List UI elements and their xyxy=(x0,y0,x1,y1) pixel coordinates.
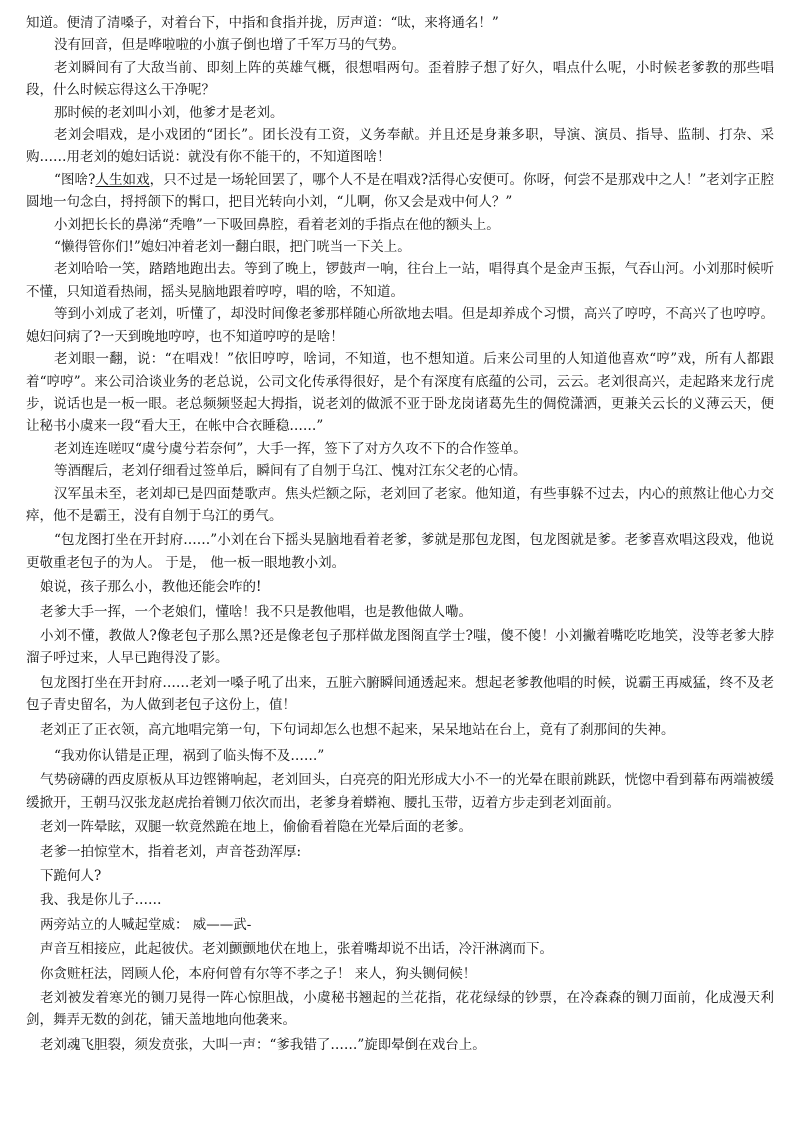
paragraph: 老刘眼一翻，说：“在唱戏！”依旧哼哼，啥词，不知道，也不想知道。后来公司里的人知道他喜欢“哼”戏，所有人都跟着“哼哼”。来公司洽谈业务的老总说，公司文化传承得很好，是个有深度有底蕴的公司，云云。老刘很高兴，走起路来龙行虎步，说话也是一板一眼。老总频频竖起大拇指，说老刘的做派不亚于卧龙岗诸葛先生的倜傥潇洒，更兼关云长的义薄云天，便让秘书小虞来一段“看大王，在帐中合衣睡稳……” xyxy=(26,351,774,435)
paragraph: 娘说，孩子那么小，教他还能会咋的! xyxy=(40,579,262,596)
paragraph: 气势磅礴的西皮原板从耳边铿锵响起，老刘回头，白亮亮的阳光形成大小不一的光晕在眼前跳跃，恍惚中看到幕布两端被缓缓掀开，王朝马汉张龙赵虎抬着铡刀依次而出，老爹身着蟒袍、腰扎玉带，迈着方步走到老刘面前。 xyxy=(26,772,774,811)
paragraph: 等酒醒后，老刘仔细看过签单后，瞬间有了自刎于乌江、愧对江东父老的心情。 xyxy=(54,463,527,480)
paragraph: 老刘被发着寒光的铡刀晃得一阵心惊胆战，小虞秘书翘起的兰花指，花花绿绿的钞票，在冷森森的铡刀面前，化成漫天利剑，舞弄无数的剑花，铺天盖地地向他袭来。 xyxy=(26,990,774,1029)
paragraph: 两旁站立的人喊起堂威： 威——武- xyxy=(40,916,252,933)
paragraph: 声音互相接应，此起彼伏。老刘颤颤地伏在地上，张着嘴却说不出话，冷汗淋漓而下。 xyxy=(40,941,553,958)
underlined-phrase: 人生如戏 xyxy=(95,171,150,188)
paragraph: 等到小刘成了老刘，听懂了，却没时间像老爹那样随心所欲地去唱。但是却养成个习惯，高兴了哼哼，不高兴了也哼哼。媳妇问病了?一天到晚地哼哼，也不知道哼哼的是啥！ xyxy=(26,306,774,345)
paragraph: 汉军虽未至，老刘却已是四面楚歌声。焦头烂额之际，老刘回了老家。他知道，有些事躲不过去，内心的煎熬让他心力交瘁，他不是霸王，没有自刎于乌江的勇气。 xyxy=(26,485,774,524)
paragraph xyxy=(26,169,774,214)
paragraph: 我、我是你儿子…… xyxy=(40,892,162,909)
paragraph: 老刘连连嗟叹“虞兮虞兮若奈何”，大手一挥，签下了对方久攻不下的合作签单。 xyxy=(54,440,527,457)
paragraph: 那时候的老刘叫小刘，他爹才是老刘。 xyxy=(54,104,284,121)
paragraph: 老爹大手一挥，一个老娘们，懂啥！我不只是教他唱，也是教他做人嘞。 xyxy=(40,603,472,620)
paragraph: 老刘一阵晕眩，双腿一软竟然跪在地上，偷偷看着隐在光晕后面的老爹。 xyxy=(40,819,472,836)
article-body xyxy=(26,12,774,1056)
paragraph: 没有回音，但是哗啦啦的小旗子倒也增了千军万马的气势。 xyxy=(54,37,405,54)
paragraph: “我劝你认错是正理，祸到了临头悔不及……” xyxy=(54,748,325,764)
paragraph: 小刘把长长的鼻涕“秃噜”一下吸回鼻腔，看着老刘的手指点在他的额头上。 xyxy=(54,216,500,233)
paragraph: 老刘魂飞胆裂，须发贲张，大叫一声：“爹我错了……”旋即晕倒在戏台上。 xyxy=(40,1036,486,1053)
paragraph: 你贪赃枉法，罔顾人伦，本府何曾有尔等不孝之子！ 来人，狗头铡伺候！ xyxy=(40,965,477,982)
paragraph-text: ，只不过是一场轮回罢了，哪个人不是在唱戏?活得心安便可。你呀，何尝不是那戏中之人！”老刘字正腔圆地一句念白，捋捋颌下的髯口，把目光转向小刘，“儿啊，你又会是戏中何人？” xyxy=(26,171,775,211)
paragraph: 包龙图打坐在开封府……老刘一嗓子吼了出来，五脏六腑瞬间通透起来。想起老爹教他唱的时候，说霸王再威猛，终不及老包子青史留名，为人做到老包子这份上，值！ xyxy=(26,674,774,714)
paragraph: 知道。便清了清嗓子，对着台下，中指和食指并拢，厉声道：“呔，来将通名！” xyxy=(26,15,499,31)
paragraph: 老刘正了正衣领，高亢地唱完第一句，下句词却怎么也想不起来，呆呆地站在台上，竟有了刹那间的失神。 xyxy=(40,721,675,738)
paragraph: “包龙图打坐在开封府……”小刘在台下摇头晃脑地看着老爹，爹就是那包龙图，包龙图就是爹。老爹喜欢唱这段戏，他说更敬重老包子的为人。 于是， 他一板一眼地教小刘。 xyxy=(26,532,774,571)
paragraph: 老爹一拍惊堂木，指着老刘，声音苍劲浑厚: xyxy=(40,843,302,860)
paragraph: 老刘瞬间有了大敌当前、即刻上阵的英雄气概，很想唱两句。歪着脖子想了好久，唱点什么呢，小时候老爹教的那些唱段，什么时候忘得这么干净呢？ xyxy=(26,59,774,99)
paragraph: “懒得管你们!”媳妇冲着老刘一翻白眼，把门咣当一下关上。 xyxy=(54,239,411,256)
paragraph: 老刘哈哈一笑，踏踏地跑出去。等到了晚上，锣鼓声一响，往台上一站，唱得真个是金声玉振，气吞山河。小刘那时候听不懂，只知道看热闹，摇头晃脑地跟着哼哼，唱的啥，不知道。 xyxy=(26,261,774,300)
paragraph: 小刘不懂，教做人?像老包子那么黑?还是像老包子那样做龙图阁直学士?嗤，傻不傻！小刘撇着嘴吃吃地笑，没等老爹大脖溜子呼过来，人早已跑得没了影。 xyxy=(26,627,774,667)
paragraph-text: “图啥? xyxy=(54,171,96,188)
paragraph: 下跪何人? xyxy=(40,868,102,885)
paragraph: 老刘会唱戏，是小戏团的“团长”。团长没有工资，义务奉献。并且还是身兼多职，导演、演员、指导、监制、打杂、采购……用老刘的媳妇话说：就没有你不能干的，不知道图啥！ xyxy=(26,127,774,166)
